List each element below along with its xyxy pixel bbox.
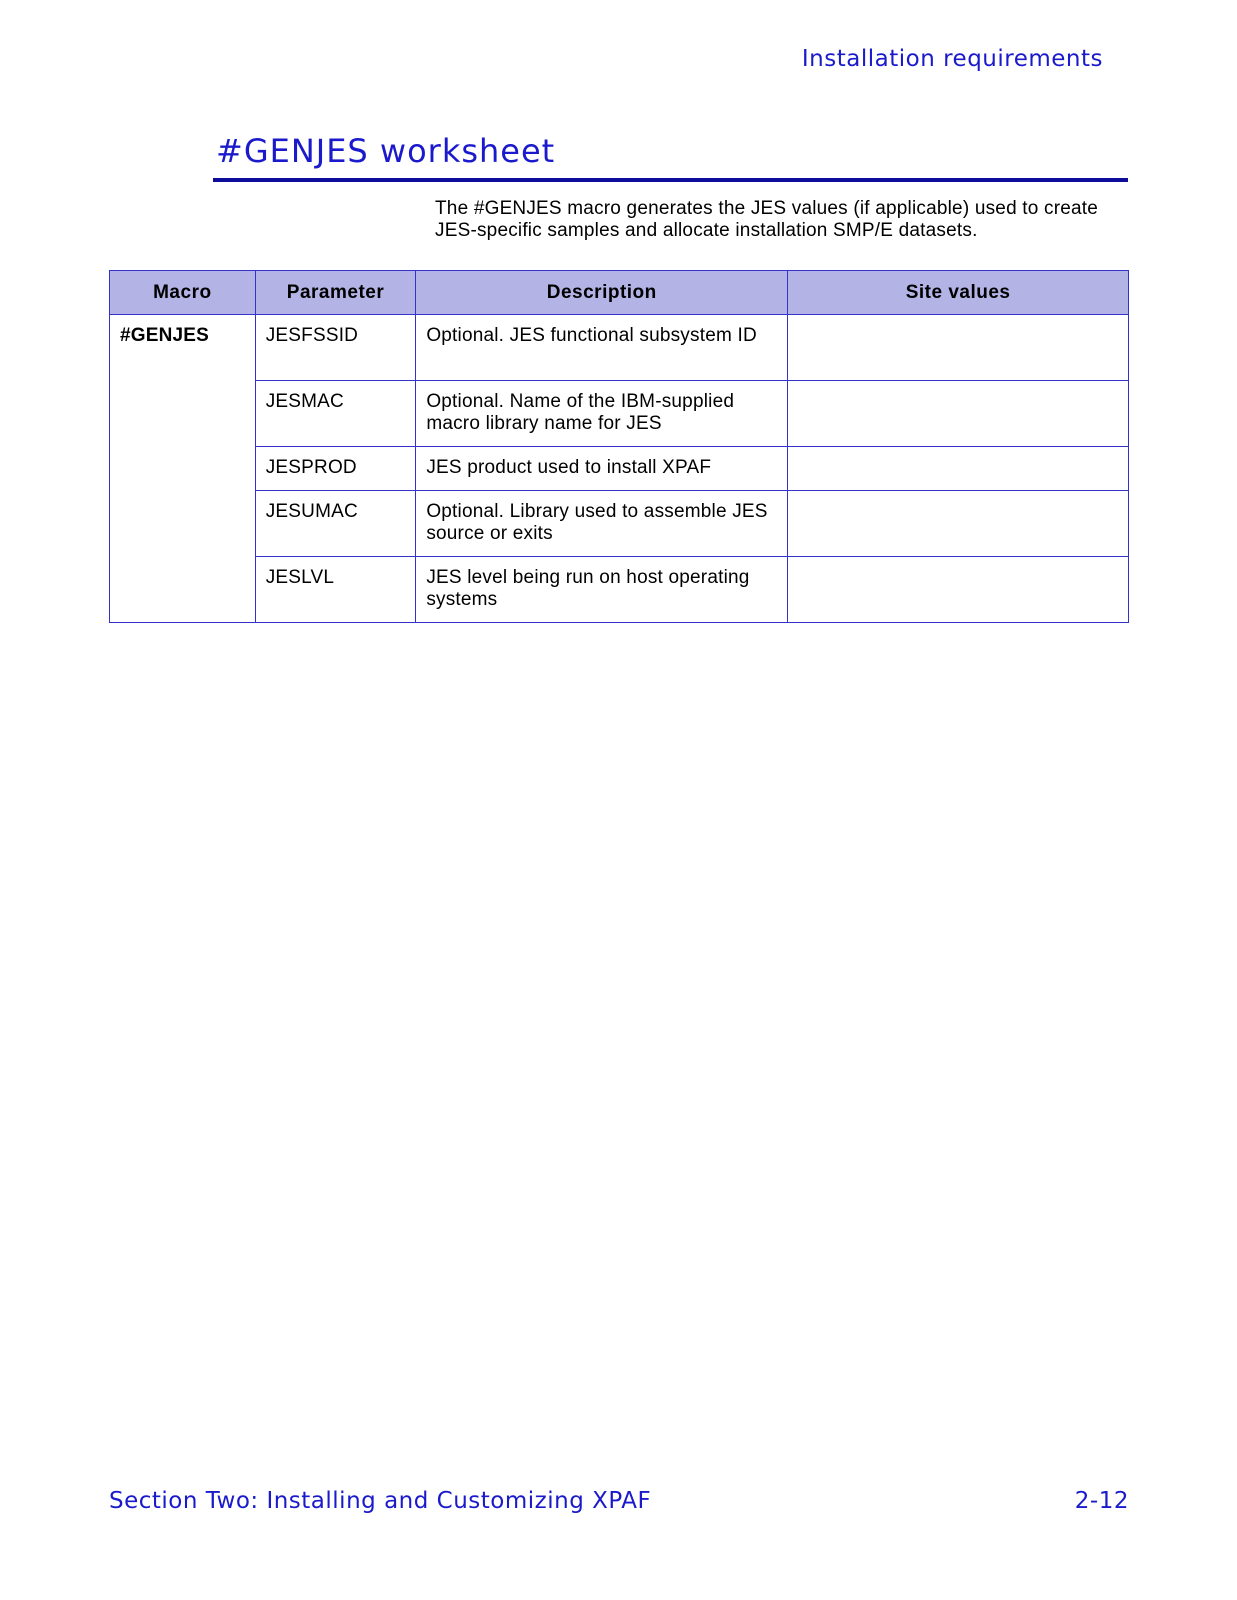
parameter-cell: JESPROD: [255, 447, 416, 491]
table-header-row: [110, 271, 1129, 315]
table-row: [110, 315, 1129, 381]
description-cell: Optional. Name of the IBM-supplied macro library name for JES: [416, 381, 788, 447]
macro-name-cell: #GENJES: [110, 315, 256, 623]
column-header-description: Description: [416, 271, 788, 315]
footer-page-number: 2-12: [1074, 1488, 1129, 1514]
parameter-cell: JESMAC: [255, 381, 416, 447]
page-title: #GENJES worksheet: [216, 132, 556, 170]
footer-section-title: Section Two: Installing and Customizing XPAF: [109, 1488, 652, 1514]
site-value-cell[interactable]: [788, 315, 1129, 381]
column-header-macro: Macro: [110, 271, 256, 315]
description-cell: Optional. JES functional subsystem ID: [416, 315, 788, 381]
genjes-worksheet-table: [109, 270, 1129, 623]
parameter-cell: JESUMAC: [255, 491, 416, 557]
parameter-cell: JESFSSID: [255, 315, 416, 381]
site-value-cell[interactable]: [788, 447, 1129, 491]
table-row: [110, 491, 1129, 557]
title-rule: [213, 178, 1128, 182]
parameter-cell: JESLVL: [255, 557, 416, 623]
table-row: [110, 381, 1129, 447]
description-cell: Optional. Library used to assemble JES source or exits: [416, 491, 788, 557]
site-value-cell[interactable]: [788, 557, 1129, 623]
intro-paragraph: The #GENJES macro generates the JES values (if applicable) used to create JES-specific samples and allocate installation SMP/E datasets.: [435, 198, 1099, 241]
description-cell: JES product used to install XPAF: [416, 447, 788, 491]
column-header-parameter: Parameter: [255, 271, 416, 315]
site-value-cell[interactable]: [788, 491, 1129, 557]
table-row: [110, 557, 1129, 623]
running-header: Installation requirements: [801, 46, 1103, 72]
column-header-site-values: Site values: [788, 271, 1129, 315]
site-value-cell[interactable]: [788, 381, 1129, 447]
table-row: [110, 447, 1129, 491]
description-cell: JES level being run on host operating systems: [416, 557, 788, 623]
